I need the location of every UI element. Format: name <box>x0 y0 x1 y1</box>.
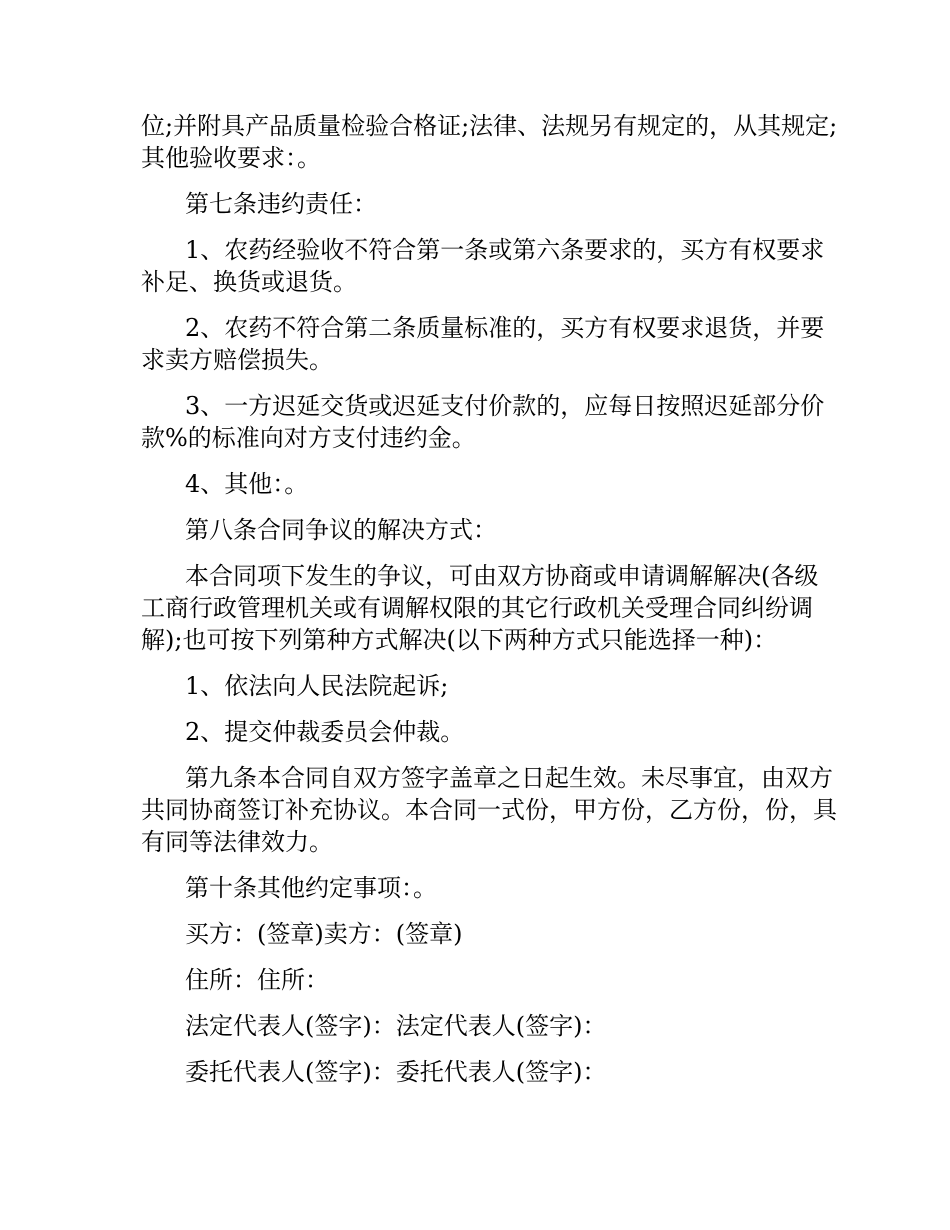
paragraph-article-8-option-1: 1、依法向人民法院起诉; <box>185 672 449 700</box>
paragraph-article-8-heading: 第八条合同争议的解决方式： <box>185 516 497 544</box>
paragraph-article-8-option-2: 2、提交仲裁委员会仲裁。 <box>185 718 465 746</box>
paragraph-article-8-body: 本合同项下发生的争议，可由双方协商或申请调解解决(各级工商行政管理机关或有调解权限的其它行政机关受理合同纠纷调解);也可按下列第种方式解决(以下两种方式只能选择一种)： <box>141 562 819 654</box>
paragraph-article-7-item-3: 3、一方迟延交货或迟延支付价款的，应每日按照迟延部分价款%的标准向对方支付违约金。 <box>141 392 825 452</box>
signature-address-line: 住所：住所： <box>185 966 329 994</box>
paragraph-article-7-item-1: 1、农药经验收不符合第一条或第六条要求的，买方有权要求补足、换货或退货。 <box>141 236 825 296</box>
paragraph-article-9: 第九条本合同自双方签字盖章之日起生效。未尽事宜，由双方共同协商签订补充协议。本合同一式份，甲方份，乙方份，份，具有同等法律效力。 <box>141 764 837 856</box>
document-body <box>141 110 841 1102</box>
paragraph-article-7-item-2: 2、农药不符合第二条质量标准的，买方有权要求退货，并要求卖方赔偿损失。 <box>141 314 825 374</box>
signature-legal-representative-line: 法定代表人(签字)：法定代表人(签字)： <box>185 1012 607 1040</box>
paragraph-acceptance-continued: 位;并附具产品质量检验合格证;法律、法规另有规定的，从其规定;其他验收要求：。 <box>141 112 838 172</box>
paragraph-article-7-item-4: 4、其他：。 <box>185 470 309 498</box>
paragraph-article-7-heading: 第七条违约责任： <box>185 190 377 218</box>
signature-authorized-representative-line: 委托代表人(签字)：委托代表人(签字)： <box>185 1058 607 1086</box>
signature-parties-line: 买方：(签章)卖方：(签章) <box>185 920 463 948</box>
paragraph-article-10: 第十条其他约定事项：。 <box>185 874 437 902</box>
